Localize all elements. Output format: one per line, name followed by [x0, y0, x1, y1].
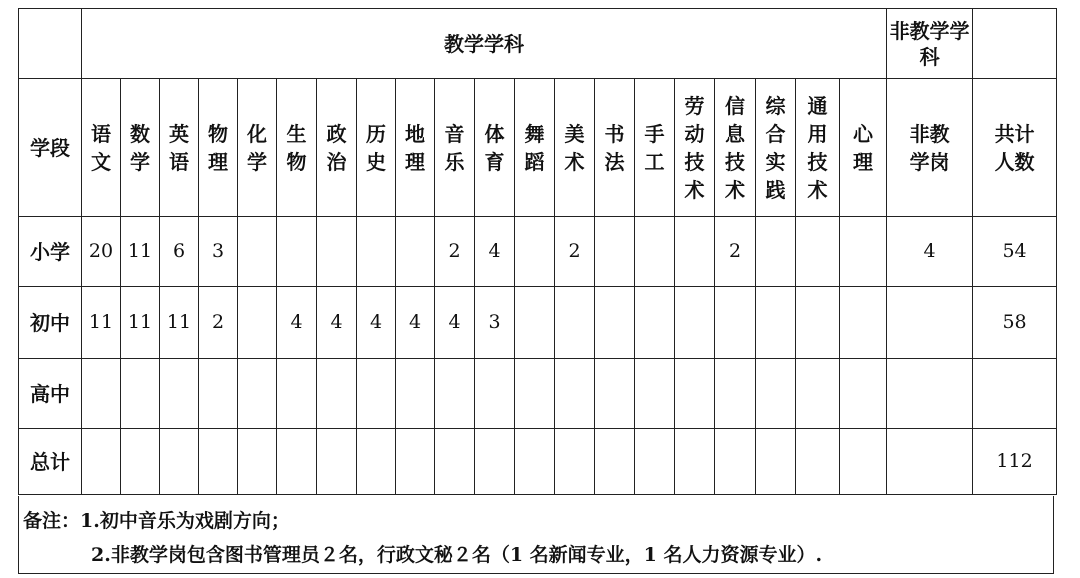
value-cell [675, 287, 715, 359]
corner-cell [19, 9, 82, 79]
value-cell [396, 217, 435, 287]
value-cell [396, 429, 435, 495]
stage-cell: 初中 [19, 287, 82, 359]
non-teaching-value: 4 [887, 217, 973, 287]
value-cell: 4 [475, 217, 515, 287]
subject-header-char: 信 [725, 93, 745, 118]
non-teaching-post-header [887, 79, 973, 217]
value-cell: 11 [121, 217, 160, 287]
subject-header-char: 手 [644, 121, 665, 146]
subject-header-char: 综 [765, 93, 786, 118]
value-cell [435, 359, 475, 429]
value-cell: 20 [82, 217, 121, 287]
subject-header-char: 文 [91, 149, 111, 174]
subject-header [396, 79, 435, 217]
non-teaching-group-header: 非教学学科 [887, 9, 973, 79]
value-cell [317, 429, 357, 495]
value-cell [675, 429, 715, 495]
value-cell [121, 429, 160, 495]
subject-header-char: 史 [366, 149, 386, 174]
value-cell: 3 [199, 217, 238, 287]
stage-label: 学段 [19, 79, 82, 217]
table-row [19, 287, 1057, 359]
value-cell [475, 359, 515, 429]
subject-header-char: 劳 [684, 93, 705, 118]
value-cell: 4 [357, 287, 396, 359]
value-cell [238, 429, 277, 495]
subject-header [317, 79, 357, 217]
value-cell [515, 287, 555, 359]
stage-cell: 小学 [19, 217, 82, 287]
subject-header-char: 学 [130, 149, 150, 174]
subject-header-char: 治 [326, 149, 347, 174]
subject-header [635, 79, 675, 217]
subject-header-char: 动 [684, 121, 705, 146]
subject-header-char: 化 [247, 121, 267, 146]
subject-header-char: 法 [604, 149, 625, 174]
subject-header-char: 用 [807, 121, 828, 146]
value-cell [515, 217, 555, 287]
value-cell [435, 429, 475, 495]
value-cell: 11 [82, 287, 121, 359]
table-row [19, 429, 1057, 495]
value-cell: 2 [435, 217, 475, 287]
value-cell [515, 359, 555, 429]
value-cell [317, 217, 357, 287]
subject-header-char: 音 [444, 121, 465, 146]
value-cell [595, 429, 635, 495]
subject-header-char: 蹈 [524, 149, 545, 174]
stage-cell: 总计 [19, 429, 82, 495]
value-cell: 4 [317, 287, 357, 359]
value-cell [675, 217, 715, 287]
value-cell [515, 429, 555, 495]
non-teaching-post-header-char: 非教 [909, 121, 950, 146]
value-cell [635, 217, 675, 287]
subject-header [277, 79, 317, 217]
total-value [973, 359, 1057, 429]
value-cell [396, 359, 435, 429]
table-row [19, 217, 1057, 287]
subject-header-char: 践 [765, 177, 786, 202]
value-cell [715, 287, 756, 359]
subject-header [796, 79, 840, 217]
value-cell [277, 429, 317, 495]
subject-header-char: 舞 [524, 121, 545, 146]
subject-header [435, 79, 475, 217]
value-cell [635, 287, 675, 359]
value-cell [555, 359, 595, 429]
stage-cell: 高中 [19, 359, 82, 429]
value-cell [160, 359, 199, 429]
subject-header-char: 美 [564, 121, 585, 146]
subject-header-char: 体 [484, 121, 505, 146]
value-cell [595, 217, 635, 287]
value-cell [357, 217, 396, 287]
value-cell [555, 287, 595, 359]
value-cell [277, 217, 317, 287]
value-cell: 4 [277, 287, 317, 359]
value-cell [840, 287, 887, 359]
subject-header-char: 术 [564, 149, 585, 174]
subject-header [160, 79, 199, 217]
value-cell [160, 429, 199, 495]
value-cell: 2 [715, 217, 756, 287]
value-cell [555, 429, 595, 495]
subject-header-char: 地 [405, 121, 425, 146]
value-cell [595, 287, 635, 359]
value-cell: 11 [121, 287, 160, 359]
value-cell [82, 359, 121, 429]
subject-header-char: 理 [208, 149, 228, 174]
value-cell [796, 359, 840, 429]
value-cell: 2 [199, 287, 238, 359]
total-header-char: 人数 [994, 149, 1035, 174]
staffing-table [18, 8, 1057, 495]
subject-header [238, 79, 277, 217]
value-cell [675, 359, 715, 429]
total-value: 58 [973, 287, 1057, 359]
subject-header [595, 79, 635, 217]
subject-header-char: 英 [169, 121, 189, 146]
value-cell [595, 359, 635, 429]
subject-header-char: 数 [130, 121, 150, 146]
subject-header [555, 79, 595, 217]
value-cell [756, 287, 796, 359]
table-row [19, 359, 1057, 429]
subject-header-char: 物 [286, 149, 307, 174]
value-cell [840, 429, 887, 495]
value-cell: 4 [396, 287, 435, 359]
note-line-1: 备注：1.初中音乐为戏剧方向； [23, 510, 290, 532]
value-cell [796, 287, 840, 359]
subject-header-char: 心 [853, 121, 874, 146]
value-cell [121, 359, 160, 429]
value-cell [796, 217, 840, 287]
subject-header-char: 理 [853, 149, 874, 174]
value-cell [756, 217, 796, 287]
value-cell: 3 [475, 287, 515, 359]
note-line-2: 2.非教学岗包含图书管理员２名，行政文秘２名（1 名新闻专业，1 名人力资源专业）. [91, 544, 823, 566]
subject-header-char: 通 [807, 93, 828, 118]
value-cell: 6 [160, 217, 199, 287]
value-cell [357, 359, 396, 429]
non-teaching-value [887, 429, 973, 495]
value-cell [238, 287, 277, 359]
subject-header-char: 育 [484, 149, 505, 174]
value-cell [840, 359, 887, 429]
value-cell [82, 429, 121, 495]
subject-header [82, 79, 121, 217]
subject-header-char: 物 [208, 121, 228, 146]
subject-header-char: 术 [684, 177, 705, 202]
subject-header-char: 技 [684, 149, 705, 174]
non-teaching-value [887, 359, 973, 429]
subject-header [475, 79, 515, 217]
value-cell [715, 429, 756, 495]
subject-header-char: 生 [286, 121, 307, 146]
total-value: 112 [973, 429, 1057, 495]
subject-header-char: 术 [725, 177, 745, 202]
value-cell [756, 429, 796, 495]
value-cell: 11 [160, 287, 199, 359]
value-cell [199, 359, 238, 429]
subject-header-char: 理 [405, 149, 425, 174]
total-value: 54 [973, 217, 1057, 287]
subject-header [756, 79, 796, 217]
subject-header-char: 技 [807, 149, 828, 174]
subject-header-char: 语 [91, 121, 111, 146]
total-header-char: 共计 [994, 121, 1035, 146]
total-header [973, 79, 1057, 217]
value-cell [199, 429, 238, 495]
subject-header [715, 79, 756, 217]
subject-header-char: 政 [326, 121, 347, 146]
subject-header-char: 息 [725, 121, 745, 146]
non-teaching-value [887, 287, 973, 359]
value-cell [796, 429, 840, 495]
value-cell [715, 359, 756, 429]
subject-header-char: 乐 [444, 149, 465, 174]
subject-header [515, 79, 555, 217]
value-cell [635, 359, 675, 429]
value-cell [840, 217, 887, 287]
subject-header-char: 合 [765, 121, 786, 146]
value-cell [756, 359, 796, 429]
value-cell [238, 359, 277, 429]
value-cell [277, 359, 317, 429]
subject-header [675, 79, 715, 217]
value-cell [475, 429, 515, 495]
value-cell: 2 [555, 217, 595, 287]
value-cell: 4 [435, 287, 475, 359]
subject-header [357, 79, 396, 217]
subject-header-char: 工 [644, 149, 665, 174]
subject-header [840, 79, 887, 217]
subject-header-char: 历 [366, 121, 386, 146]
notes-section [18, 496, 1054, 574]
subject-header-char: 实 [765, 149, 786, 174]
subject-header-char: 语 [169, 149, 189, 174]
teaching-group-header: 教学学科 [82, 9, 887, 79]
value-cell [317, 359, 357, 429]
non-teaching-post-header-char: 学岗 [909, 149, 950, 174]
value-cell [357, 429, 396, 495]
blank-header-cell [973, 9, 1057, 79]
subject-header-char: 书 [604, 121, 625, 146]
subject-header-char: 术 [807, 177, 828, 202]
subject-header [199, 79, 238, 217]
subject-header [121, 79, 160, 217]
value-cell [635, 429, 675, 495]
value-cell [238, 217, 277, 287]
subject-header-char: 技 [725, 149, 745, 174]
subject-header-char: 学 [247, 149, 267, 174]
